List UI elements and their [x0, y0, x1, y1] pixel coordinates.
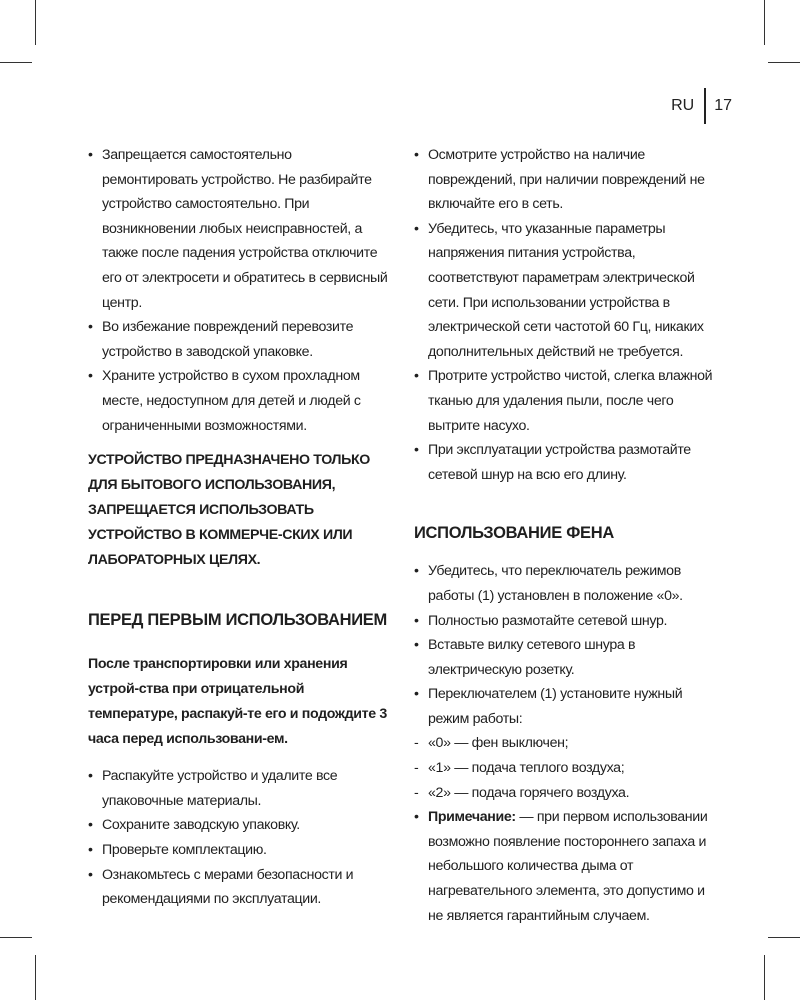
list-item: • Проверьте комплектацию.	[88, 838, 390, 863]
list-item: • Во избежание повреждений перевозите устройство в заводской упаковке.	[88, 315, 390, 364]
right-column	[414, 143, 716, 928]
page-number: 17	[714, 97, 732, 114]
list-item: • Храните устройство в сухом прохладном месте, недоступном для детей и людей с ограниченными возможностями.	[88, 364, 390, 438]
note-item	[414, 805, 716, 928]
mode-item: - «0» — фен выключен;	[414, 731, 716, 756]
first-use-intro: После транспортировки или хранения устрой-ства при отрицательной температуре, распакуй-те его и подождите 3 часа перед использовани-ем.	[88, 656, 387, 748]
usage-list	[414, 559, 716, 928]
mode-item: - «2» — подача горячего воздуха.	[414, 781, 716, 806]
section-title-before-first-use: ПЕРЕД ПЕРВЫМ ИСПОЛЬЗОВАНИЕМ	[88, 611, 387, 630]
note-label: Примечание:	[428, 809, 516, 826]
crop-mark	[768, 937, 800, 938]
header-divider	[704, 88, 706, 124]
language-code: RU	[671, 97, 695, 114]
crop-mark	[0, 62, 32, 63]
crop-mark	[35, 0, 36, 45]
crop-mark	[764, 955, 765, 1000]
crop-mark	[768, 62, 800, 63]
first-use-list	[88, 764, 390, 912]
crop-mark	[764, 0, 765, 45]
list-item: • Распакуйте устройство и удалите все упаковочные материалы.	[88, 764, 390, 813]
mode-item: - «1» — подача теплого воздуха;	[414, 756, 716, 781]
preparation-list	[414, 143, 716, 487]
list-item: • Убедитесь, что переключатель режимов работы (1) установлен в положение «0».	[414, 559, 716, 608]
page-header	[671, 88, 732, 124]
list-item: • При эксплуатации устройства размотайте сетевой шнур на всю его длину.	[414, 438, 716, 487]
list-item: • Запрещается самостоятельно ремонтировать устройство. Не разбирайте устройство самостоятельно. При возникновении любых неисправностей, а также после падения устройства отключите его от электросети и обратитесь в сервисный центр.	[88, 143, 390, 315]
safety-list	[88, 143, 390, 438]
list-item	[414, 682, 716, 805]
list-item: • Вставьте вилку сетевого шнура в электрическую розетку.	[414, 633, 716, 682]
list-item-text: Переключателем (1) установите нужный режим работы:	[428, 686, 683, 727]
crop-mark	[35, 955, 36, 1000]
crop-mark	[0, 937, 32, 938]
list-item: • Протрите устройство чистой, слегка влажной тканью для удаления пыли, после чего вытрите насухо.	[414, 364, 716, 438]
left-column	[88, 143, 390, 912]
household-use-warning: УСТРОЙСТВО ПРЕДНАЗНАЧЕНО ТОЛЬКО ДЛЯ БЫТОВОГО ИСПОЛЬЗОВАНИЯ, ЗАПРЕЩАЕТСЯ ИСПОЛЬЗОВАТЬ УСТРОЙСТВО В КОММЕРЧЕ-СКИХ ИЛИ ЛАБОРАТОРНЫХ ЦЕЛЯХ.	[88, 452, 370, 569]
section-title-using-dryer: ИСПОЛЬЗОВАНИЕ ФЕНА	[414, 524, 614, 543]
list-item: • Убедитесь, что указанные параметры напряжения питания устройства, соответствуют параметрам электрической сети. При использовании устройства в электрической сети частотой 60 Гц, никаких дополнительных действий не требуется.	[414, 217, 716, 365]
mode-list	[414, 731, 716, 805]
note-text: — при первом использовании возможно появление постороннего запаха и небольшого количества дыма от нагревательного элемента, это допустимо и не является гарантийным случаем.	[428, 809, 708, 924]
list-item: • Полностью размотайте сетевой шнур.	[414, 609, 716, 634]
list-item: • Сохраните заводскую упаковку.	[88, 813, 390, 838]
list-item: • Осмотрите устройство на наличие повреждений, при наличии повреждений не включайте его в сеть.	[414, 143, 716, 217]
list-item: • Ознакомьтесь с мерами безопасности и рекомендациями по эксплуатации.	[88, 863, 390, 912]
